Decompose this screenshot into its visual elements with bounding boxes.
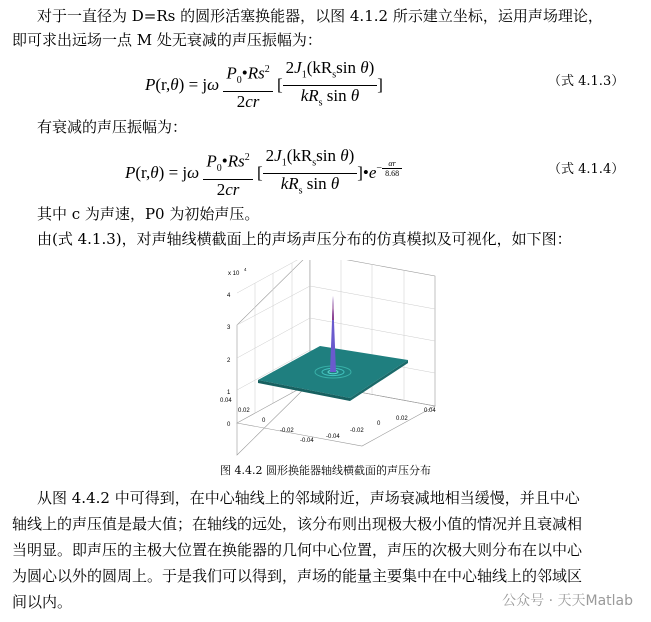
paragraph-line: 即可求出远场一点 M 处无衰减的声压振幅为： xyxy=(12,31,322,49)
x-tick-label: 0 xyxy=(377,421,381,427)
paragraph-line: 间以内。 xyxy=(12,593,73,611)
y-tick-label: 0.04 xyxy=(220,398,232,404)
paragraph-line: 为圆心以外的圆周上。于是我们可以得到，声场的能量主要集中在中心轴线上的邻域区 xyxy=(12,567,583,585)
paragraph-line: 轴线上的声压值是最大值；在轴线的远处，该分布则出现极大极小值的情况并且衰减相 xyxy=(12,515,583,533)
equation-number: （式 4.1.4） xyxy=(548,162,625,177)
x-tick-label: -0.04 xyxy=(326,434,340,440)
paragraph-line: 从图 4.4.2 中可得到，在中心轴线上的邻域附近，声场衰减地相当缓慢，并且中心 xyxy=(37,489,580,507)
z-tick-label: 0 xyxy=(227,422,231,428)
paragraph-line: 当明显。即声压的主极大位置在换能器的几何中心位置，声压的次极大则分布在以中心 xyxy=(12,541,583,559)
z-exponent: x 10 xyxy=(228,271,240,277)
paragraph-line: 其中 c 为声速，P0 为初始声压。 xyxy=(37,205,260,223)
y-tick-label: -0.04 xyxy=(300,438,314,444)
z-tick-label: 3 xyxy=(227,325,231,331)
y-tick-label: 0 xyxy=(262,418,266,424)
equation-number: （式 4.1.3） xyxy=(548,74,625,89)
x-tick-label: -0.02 xyxy=(350,428,364,434)
surface-plot-figure xyxy=(200,260,470,460)
paragraph-line: 有衰减的声压振幅为： xyxy=(37,118,188,136)
equation-4-1-4: P(r,θ) = jω $\frac{P_0•Rs^2}{2cr}$ [ $\frac{2J_1(kR_s\sin \theta)}{kR_s \sin \theta}$ ]$•e^{- \frac{\alpha r}{8.68}}$ xyxy=(125,146,402,202)
x-tick-label: 0.04 xyxy=(424,408,436,414)
paragraph-line: 由(式 4.1.3)，对声轴线横截面上的声场声压分布的仿真模拟及可视化，如下图： xyxy=(37,230,572,248)
figure-caption: 图 4.4.2 圆形换能器轴线横截面的声压分布 xyxy=(220,464,431,477)
z-exponent-power: 4 xyxy=(244,267,247,272)
z-tick-label: 2 xyxy=(227,358,231,364)
paragraph-line: 对于一直径为 D=Rs 的圆形活塞换能器，以图 4.1.2 所示建立坐标，运用声场理论， xyxy=(37,7,603,25)
equation-4-1-3: P(r,θ) = jω $\frac{P_0•Rs^2}{2cr}$ [ $\frac{2J_1(kR_s\sin \theta)}{kR_s \sin \theta}$ ] xyxy=(145,58,383,111)
x-tick-label: 0.02 xyxy=(396,416,408,422)
y-tick-label: 0.02 xyxy=(238,408,250,414)
watermark: 公众号 · 天天Matlab xyxy=(502,593,633,609)
y-tick-label: -0.02 xyxy=(280,428,294,434)
z-tick-label: 4 xyxy=(227,293,231,299)
z-tick-label: 1 xyxy=(227,390,231,396)
